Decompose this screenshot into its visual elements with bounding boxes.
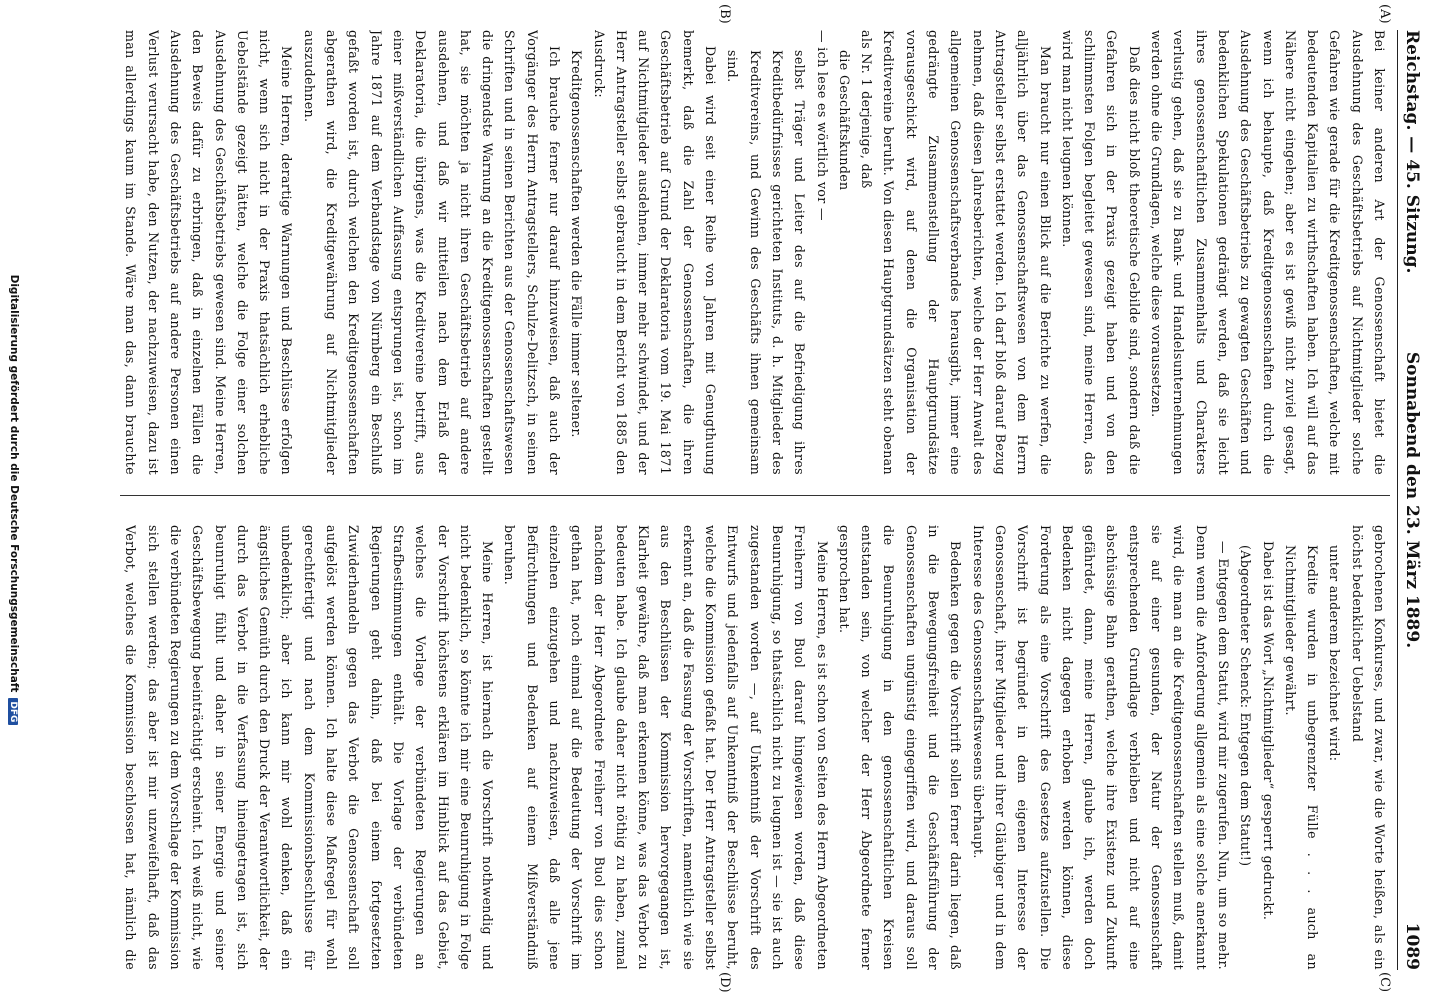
paragraph: Dabei ist das Wort „Nichtmitglieder“ gesperrt gedruckt.: [1260, 541, 1276, 921]
paragraph: Daß dies nicht bloß theoretische Gebilde sind, sondern daß die Gefahren sich in der Praxis gezeigt haben und von den schlimmsten Folgen begleitet gewesen sind, meine Herren, das wird man nicht leugnen können.: [1059, 30, 1142, 475]
quote-line: unter anderem bezeichnet wird:: [1327, 545, 1343, 762]
paragraph: gebrochenen Konkurses, und zwar, wie die Worte heißen, als ein höchst bedenklicher Uebelstand: [1349, 525, 1387, 970]
interjection: (Abgeordneter Schenck: Entgegen dem Statut!): [1238, 545, 1254, 867]
paragraph: Meine Herren, es ist schon von Seiten des Herrn Abgeordneten Freiherrn von Buol darauf hingewiesen worden, daß diese Beunruhigung, so thatsächlich nicht zu leugnen ist — sie ist auch zugestanden worden —, auf Unkenntniß der Vorschrift des Entwurfs und jedenfalls auf Unkenntniß der Beschlüsse beruht, welche die Kommission gefaßt hat. Der Herr Antragsteller selbst erkennt an, daß die Fassung der Vorschriften, namentlich wie sie aus den Beschlüssen der Kommission hervorgegangen ist, Klarheit gewähre, daß man erkennen könne, was das Verbot zu bedeuten habe. Ich glaube daher nicht nöthig zu haben, zumal nachdem der Herr Abgeordnete Freiherr von Buol dies schon gethan hat, noch einmal auf die Bedeutung der Vorschrift im einzelnen einzugehen und nachzuweisen, daß alle jene Befürchtungen und Bedenken auf einem Mißverständniß beruhen.: [502, 525, 830, 970]
quote-block: Kreditgenossenschaften werden die Fälle immer seltener.: [569, 50, 585, 438]
paragraph: — Entgegen dem Statut, wird mir zugerufen. Nun, um so mehr. Denn wenn die Anforderung allgemein als eine solche anerkannt wird, die man an die Kreditgenossenschaften stellen muß, damit sie auf einer gesunden, der Natur der Genossenschaft entsprechenden Grundlage verbleiben und nicht auf eine abschüssige Bahn gerathen, welche ihre Existenz und Zukunft gefährdet, dann, meine Herren, glaube ich, werden doch Bedenken nicht dagegen erhoben werden können, diese Forderung als eine Vorschrift des Gesetzes aufzustellen. Die Vorschrift ist begründet in dem eigenen Interesse der Genossenschaft, ihrer Mitglieder und ihrer Gläubiger und in dem Interesse des Genossenschaftswesens überhaupt.: [970, 525, 1231, 970]
footer-text: Digitalisierung gefördert durch die Deutsche Forschungsgemeinschaft: [8, 274, 20, 693]
paragraph: Dabei wird seit einer Reihe von Jahren mit Genugthuung bemerkt, daß die Zahl der Genossenschaften, die ihren Geschäftsbetrieb auf Grund der Deklaratoria vom 19. Mai 1871 auf Nichtmitglieder ausdehnen, immer mehr schwindet, und der Herr Antragsteller selbst gebraucht in dem Bericht von 1885 den Ausdruck:: [591, 30, 719, 475]
paragraph: Ich brauche ferner nur darauf hinzuweisen, daß auch der Vorgänger des Herrn Antragstellers, Schulze-Delitzsch, in seinen Schriften und in seinen Berichten aus der Genossenschaftswesen die dringendste Warnung an die Kreditgenossenschaften gestellt hat, sie möchten ja nicht ihren Geschäftsbetrieb auf andere ausdehnen, und daß wir mitteilen nach dem Erlaß der Deklaratoria, die übrigens, was die Kreditvereine betrifft, aus einer mißverständlichen Auffassung entsprungen ist, schon im Jahre 1871 auf dem Verbandstage von Nürnberg ein Beschluß gefaßt worden ist, durch welchen den Kreditgenossenschaften abgerathen wird, die Kreditgewährung auf Nichtmitglieder auszudehnen.: [301, 30, 563, 475]
interjection: — ich lese es wörtlich vor —: [814, 30, 830, 221]
dfg-logo: DFG: [8, 698, 18, 725]
paragraph: Man braucht nur einen Blick auf die Berichte zu werfen, die alljährlich über das Genossenschaftswesen von dem Herrn Antragsteller selbst erstattet werden. Ich darf bloß darauf Bezug nehmen, daß diesen Jahresberichten, welche der Herr Anwalt des allgemeinen Genossenschaftsverbandes herausgibt, immer eine gedrängte Zusammenstellung der Hauptgrundsätze vorausgeschickt wird, auf denen die Organisation der Kreditvereine beruht. Von diesen Hauptgrundsätzen steht obenan als Nr. 1 derjenige, daß: [859, 30, 1053, 475]
quote-line: die Geschäftskunden: [836, 50, 852, 191]
margin-marker-d: (D): [717, 972, 732, 993]
quote-block: Kredite wurden in unbegrenzter Fülle . . . auch an Nichtmitglieder gewährt.: [1282, 545, 1321, 970]
margin-marker-a: (A): [1377, 4, 1392, 24]
page-number: 1089: [1402, 922, 1422, 970]
header-date: Sonnabend den 23. März 1889.: [1402, 351, 1422, 649]
margin-marker-c: (C): [1377, 972, 1392, 993]
header-left: Reichstag. — 45. Sitzung.: [1402, 30, 1422, 274]
paragraph: Bedenken gegen die Vorschrift sollen ferner darin liegen, daß in die Bewegungsfreiheit und die Geschäftsführung der Genossenschaften ungünstig eingegriffen wird, und daraus soll die Beunruhigung in den genossenschaftlichen Kreisen entstanden sein, von welcher der Herr Abgeordnete ferner gesprochen hat.: [836, 525, 964, 970]
page-header: [1397, 30, 1422, 970]
column-divider: [120, 495, 1390, 496]
left-text-column: [120, 30, 1390, 475]
paragraph: Meine Herren, derartige Warnungen und Beschlüsse erfolgen nicht, wenn sich nicht in der Praxis thatsächlich erhebliche Uebelstände gezeigt hätten, welche die Folge einer solchen Ausdehnung des Geschäftsbetriebs gewesen sind. Meine Herren, den Beweis dafür zu erbringen, daß in einzelnen Fällen die Ausdehnung des Geschäftsbetriebs auf andere Personen einen Verlust verursacht habe, den Nutzen, der nachzuweisen, dazu ist man allerdings kaum im Stande. Wäre man das, dann brauchte: [123, 30, 295, 475]
paragraph: Meine Herren, ist hiernach die Vorschrift nothwendig und nicht bedenklich, so könnte ich mir eine Beunruhigung in Folge der Vorschrift höchstens erklären im Hinblick auf das Gebiet, welches die Vorlage der verbündeten Regierungen an Strafbestimmungen enthält. Die Vorlage der verbündeten Regierungen geht dahin, daß bei einem fortgesetzten Zuwiderhandeln gegen das Verbot die Genossenschaft soll aufgelöst werden können. Ich halte diese Maßregel für wohl gerechtfertigt und nach dem Kommissionsbeschlusse für unbedenklich; aber ich kann mir wohl denken, daß ein ängstliches Gemüth durch den Druck der Verantwortlichkeit, der durch das Verbot in die Verfassung hineingetragen ist, sich beunruhigt fühlt und daher in seiner Energie und seiner Geschäftsbewegung beeinträchtigt erscheint. Ich weiß nicht, wie die verbündeten Regierungen zu dem Vorschlage der Kommission sich stellen werden; das aber ist mir unzweifelhaft, daß das Verbot, welches die Kommission beschlossen hat, nämlich die: [123, 525, 496, 970]
right-text-column: [120, 525, 1390, 970]
quote-block: selbst Träger und Leiter des auf die Befriedigung ihres Kreditbedürfnisses gerichteten Instituts, d. h. Mitglieder des Kreditvereins, und Gewinn des Geschäfts ihnen gemeinsam sind.: [725, 50, 808, 475]
paragraph: Bei keiner anderen Art der Genossenschaft bietet die Ausdehnung des Geschäftsbetriebs auf Nichtmitglieder solche Gefahren wie gerade für die Kreditgenossenschaften, welche mit bedeutenden Kapitalien zu wirthschaften haben. Ich will auf das Nähere nicht eingehen; aber es ist gewiß nicht zuviel gesagt, wenn ich behaupte, daß Kreditgenossenschaften durch die Ausdehnung des Geschäftsbetriebs zu gewagten Geschäften und bedenklichen Spekulationen gedrängt werden, daß sie leicht ihres genossenschaftlichen Zusammenhalts und Charakters verlustig gehen, daß sie zu Bank- und Handelsunternehmungen werden ohne die Grundlagen, welche diese voraussetzen.: [1149, 30, 1387, 475]
margin-marker-b: (B): [717, 4, 732, 24]
digitization-footer: [0, 0, 20, 1000]
